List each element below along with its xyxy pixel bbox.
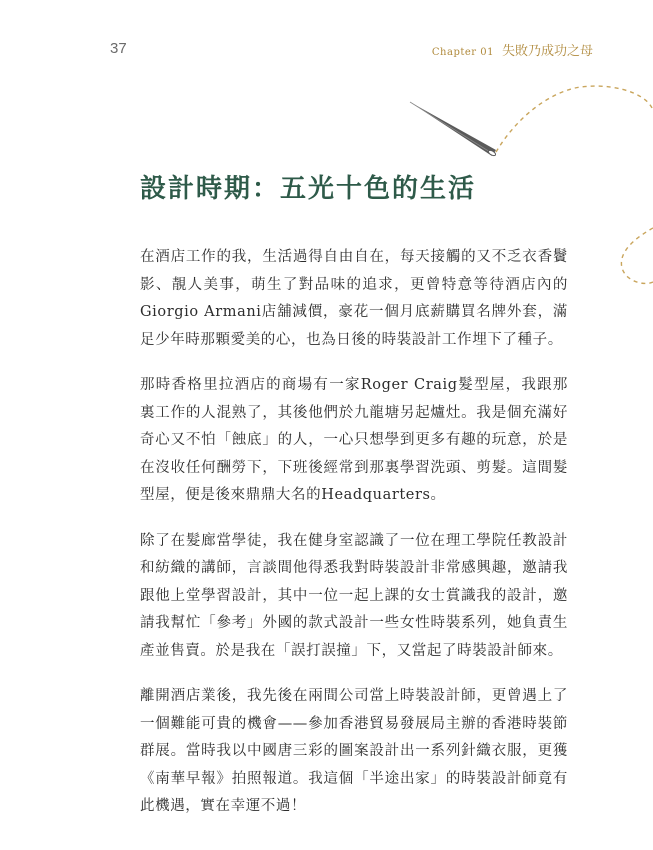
needle-icon [410, 102, 496, 157]
paragraph: 離開酒店業後，我先後在兩間公司當上時裝設計師，更曾遇上了一個難能可貴的機會——參加香港貿易發展局主辦的香港時裝節群展。當時我以中國唐三彩的圖案設計出一系列針織衣服，更獲《南華早報》拍照報道。我這個「半途出家」的時裝設計師竟有此機遇，實在幸運不過！ [140, 688, 568, 814]
paragraph: 那時香格里拉酒店的商場有一家Roger Craig髮型屋，我跟那裏工作的人混熟了，其後他們於九龍塘另起爐灶。我是個充滿好奇心又不怕「蝕底」的人，一心只想學到更多有趣的玩意，於是在沒收任何酬勞下，下班後經常到那裏學習洗頭、剪髮。這間髮型屋，便是後來鼎鼎大名的Headquarters。 [140, 377, 568, 503]
thread-decoration [496, 86, 653, 152]
section-title: 設計時期：五光十色的生活 [140, 174, 477, 204]
body-text [140, 244, 568, 839]
page-number: 37 [110, 40, 127, 57]
chapter-label: Chapter 01 [431, 47, 494, 58]
paragraph: 在酒店工作的我，生活過得自由自在，每天接觸的又不乏衣香鬢影、靚人美事，萌生了對品味的追求，更曾特意等待酒店內的Giorgio Armani店舖減價，豪花一個月底薪購買名牌外套，滿足少年時那顆愛美的心，也為日後的時裝設計工作埋下了種子。 [140, 249, 568, 348]
thread-decoration-lower [621, 228, 653, 283]
paragraph: 除了在髮廊當學徒，我在健身室認識了一位在理工學院任教設計和紡織的講師，言談間他得悉我對時裝設計非常感興趣，邀請我跟他上堂學習設計，其中一位一起上課的女士賞識我的設計，邀請我幫忙「參考」外國的款式設計一些女性時裝系列，她負責生產並售賣。於是我在「誤打誤撞」下，又當起了時裝設計師來。 [140, 532, 568, 659]
running-header [432, 40, 593, 59]
chapter-title: 失敗乃成功之母 [501, 44, 593, 59]
